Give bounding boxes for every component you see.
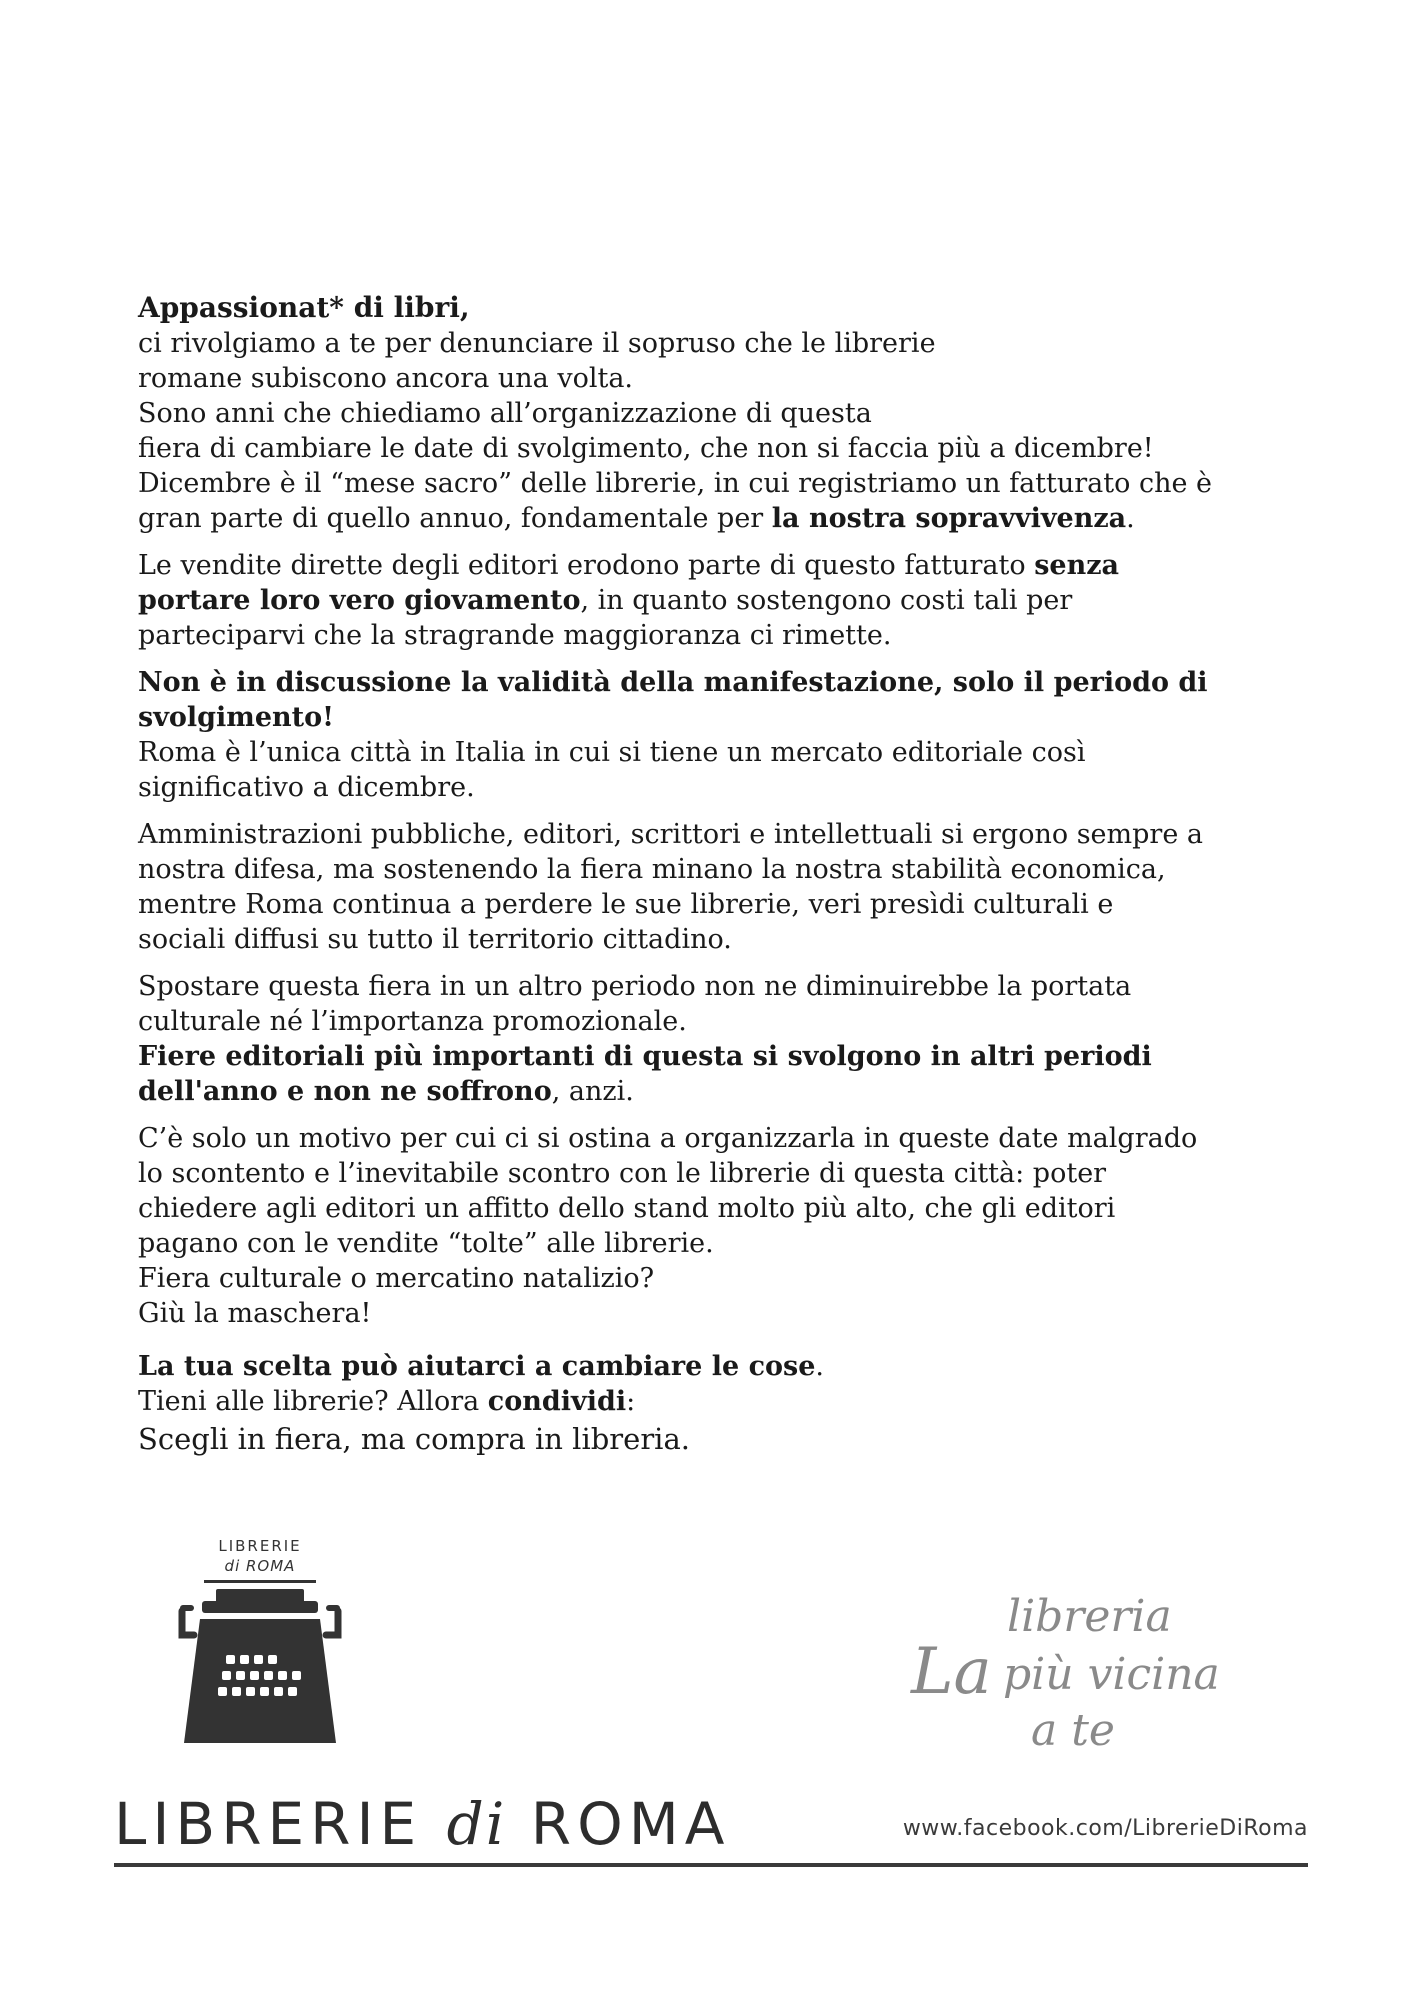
letter-body <box>138 290 1288 1471</box>
logo-line-2: di ROMA <box>224 1557 296 1575</box>
slogan-line-2: libreria <box>1007 1591 1172 1642</box>
paragraph-7: La tua scelta può aiutarci a cambiare le cose. Tieni alle librerie? Allora condividi: <box>138 1351 824 1417</box>
typewriter-logo-icon <box>160 1535 360 1765</box>
slogan <box>905 1585 1265 1775</box>
slogan-line-3: più vicina <box>1003 1649 1220 1700</box>
logo-line-1: LIBRERIE <box>218 1537 302 1555</box>
brand-wordmark: LIBRERIE di ROMA <box>114 1790 731 1858</box>
slogan-line-1: La <box>911 1635 992 1709</box>
paragraph-1: ci rivolgiamo a te per denunciare il sopruso che le librerie romane subiscono ancora una volta. Sono anni che chiediamo all’organizzazione di questa fiera di cambiare le date di svolgimento, che non si faccia più a dicembre! Dicembre è il “mese sacro” delle librerie, in cui registriamo un fatturato che è gran parte di quello annuo, fondamentale per la nostra sopravvivenza. <box>138 328 1213 534</box>
closing-line: Scegli in fiera, ma compra in libreria. <box>138 1422 690 1456</box>
footer-divider <box>114 1863 1308 1867</box>
greeting: Appassionat* di libri, <box>138 291 470 324</box>
facebook-link[interactable]: www.facebook.com/LibrerieDiRoma <box>902 1816 1308 1841</box>
slogan-line-4: a te <box>1031 1705 1115 1756</box>
paragraph-4: Amministrazioni pubbliche, editori, scrittori e intellettuali si ergono sempre a nostra difesa, ma sostenendo la fiera minano la nostra stabilità economica, mentre Roma continua a perdere le sue librerie, veri presìdi culturali e sociali diffusi su tutto il territorio cittadino. <box>138 819 1203 955</box>
paragraph-6: C’è solo un motivo per cui ci si ostina a organizzarla in queste date malgrado lo scontento e l’inevitabile scontro con le librerie di questa città: poter chiedere agli editori un affitto dello stand molto più alto, che gli editori pagano con le vendite “tolte” alle librerie. Fiera culturale o mercatino natalizio? Giù la maschera! <box>138 1123 1198 1329</box>
paragraph-5: Spostare questa fiera in un altro periodo non ne diminuirebbe la portata culturale né l’importanza promozionale. Fiere editoriali più importanti di questa si svolgono in altri periodi dell'anno e non ne soffrono, anzi. <box>138 971 1152 1107</box>
paragraph-2: Le vendite dirette degli editori erodono parte di questo fatturato senza portare loro vero giovamento, in quanto sostengono costi tali per parteciparvi che la stragrande maggioranza ci rimette. <box>138 550 1120 651</box>
paragraph-3: Non è in discussione la validità della manifestazione, solo il periodo di svolgimento! Roma è l’unica città in Italia in cui si tiene un mercato editoriale così significativo a dicembre. <box>138 667 1208 803</box>
